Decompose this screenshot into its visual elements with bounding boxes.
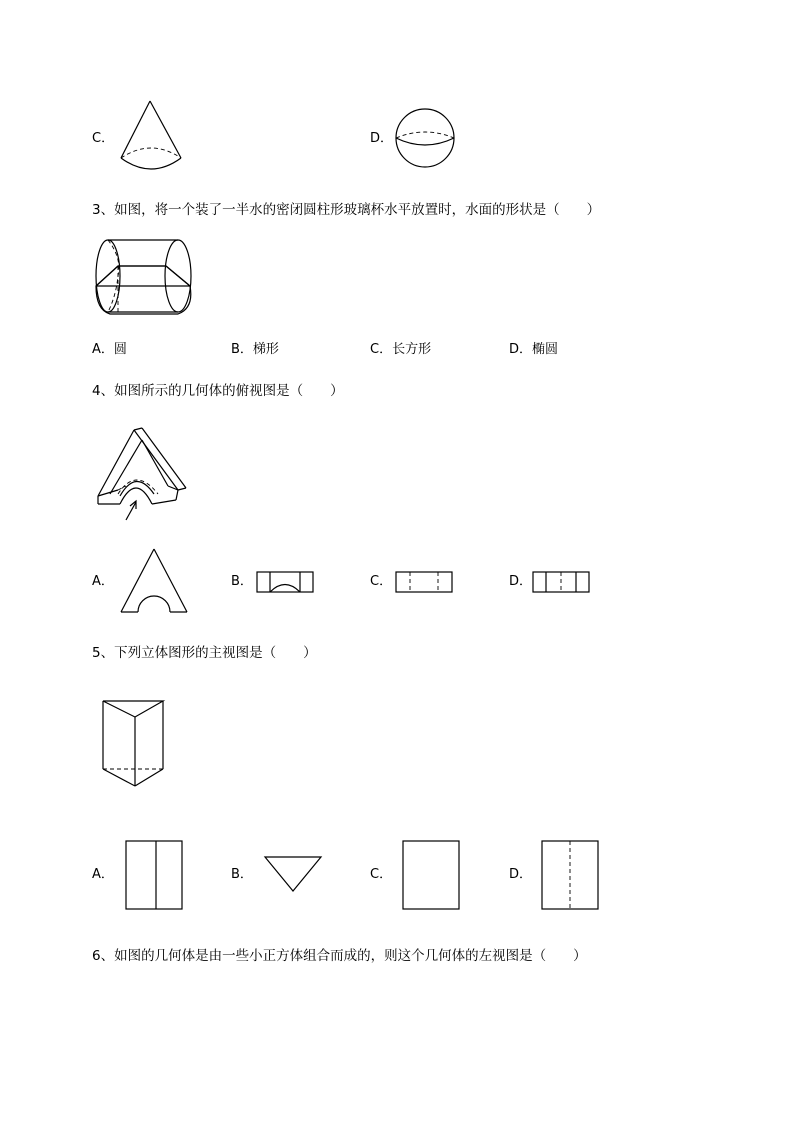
q4-option-d-figure	[532, 571, 590, 593]
q2-option-c-label: C．	[92, 131, 115, 146]
q4-option-d-label: D．	[509, 574, 533, 589]
q4-option-c-label: C．	[370, 574, 393, 589]
q5-option-c-figure	[402, 840, 462, 912]
q5-option-a-figure	[125, 840, 185, 912]
q3-option-b: B．梯形	[231, 342, 279, 357]
q5-option-c-label: C．	[370, 867, 393, 882]
q4-option-a-label: A．	[92, 574, 114, 589]
q4-option-c-figure	[395, 571, 453, 593]
question-6-text: 6、如图的几何体是由一些小正方体组合而成的，则这个几何体的左视图是（ ）	[92, 948, 587, 964]
arch-solid-figure	[96, 428, 192, 520]
q3-option-a: A．圆	[92, 342, 127, 357]
q5-option-a-label: A．	[92, 867, 114, 882]
cylinder-figure	[94, 238, 200, 318]
sphere-figure	[395, 108, 457, 170]
cone-figure	[118, 100, 188, 176]
q3-option-d: D．椭圆	[509, 342, 559, 357]
question-5-text: 5、下列立体图形的主视图是（ ）	[92, 645, 317, 661]
q4-option-a-figure	[119, 548, 189, 614]
q4-option-b-figure	[256, 571, 314, 593]
q5-option-d-label: D．	[509, 867, 533, 882]
question-3-text: 3、如图，将一个装了一半水的密闭圆柱形玻璃杯水平放置时，水面的形状是（ ）	[92, 202, 601, 218]
q4-option-b-label: B．	[231, 574, 253, 589]
q3-option-c: C．长方形	[370, 342, 432, 357]
question-4-text: 4、如图所示的几何体的俯视图是（ ）	[92, 383, 344, 399]
q2-option-d-label: D．	[370, 131, 394, 146]
q5-option-d-figure	[541, 840, 601, 912]
q5-option-b-figure	[264, 856, 324, 894]
triangular-prism-figure	[101, 699, 165, 791]
q5-option-b-label: B．	[231, 867, 253, 882]
